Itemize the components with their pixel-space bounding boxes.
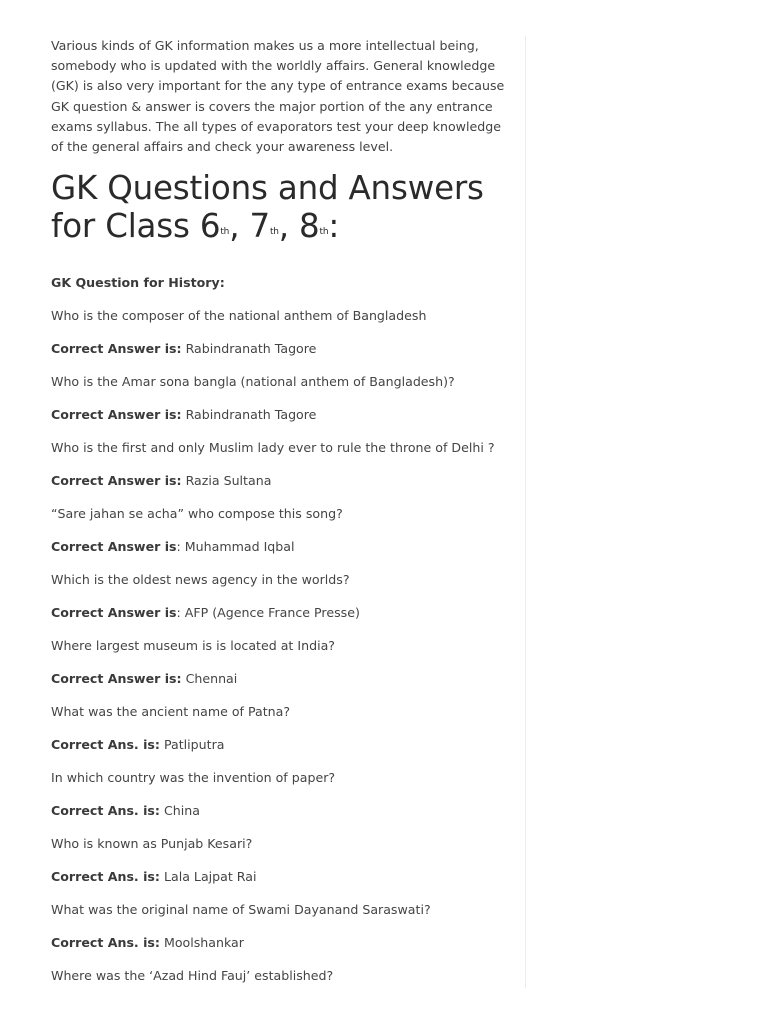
title-superscript: th (319, 227, 329, 238)
answer-label: Correct Ans. is: (51, 803, 160, 819)
answer-label: Correct Answer is: (51, 341, 182, 357)
intro-paragraph: Various kinds of GK information makes us a more intellectual being, somebody who is updated with the worldly affairs. General knowledge (GK) is also very important for the any type of entrance exams because GK question & answer is covers the major portion of the any entrance exams syllabus. The all types of evaporators test your deep knowledge of the general affairs and check your awareness level. (51, 38, 505, 155)
question-text: What was the ancient name of Patna? (51, 704, 291, 720)
answer-text: Razia Sultana (181, 473, 272, 489)
answer-line (51, 735, 513, 755)
question-text: Who is the first and only Muslim lady ever to rule the throne of Delhi ? (51, 440, 495, 456)
question-text: Which is the oldest news agency in the worlds? (51, 572, 350, 588)
answer-label: Correct Ans. is: (51, 935, 160, 951)
answer-text: Patliputra (159, 737, 225, 753)
question-text: “Sare jahan se acha” who compose this song? (51, 506, 343, 522)
answer-line (51, 405, 513, 425)
section-label: GK Question for History: (51, 275, 225, 291)
question-text: What was the original name of Swami Dayanand Saraswati? (51, 902, 431, 918)
answer-label: Correct Answer is: (51, 407, 182, 423)
answer-label: Correct Answer is: (51, 473, 182, 489)
answer-text: Chennai (181, 671, 238, 687)
title-superscript: th (269, 227, 279, 238)
answer-line (51, 603, 513, 623)
page-title (51, 169, 513, 254)
answer-label: Correct Answer is (51, 539, 177, 555)
title-text: , 7 (229, 207, 270, 246)
answer-label: Correct Ans. is: (51, 869, 160, 885)
answer-text: Muhammad Iqbal (180, 539, 295, 555)
question-text: Who is the Amar sona bangla (national anthem of Bangladesh)? (51, 374, 455, 390)
answer-line (51, 867, 513, 887)
answer-label: Correct Ans. is: (51, 737, 160, 753)
qa-list (51, 306, 513, 986)
answer-text: Rabindranath Tagore (181, 341, 317, 357)
title-superscript: th (220, 227, 230, 238)
title-text: , 8 (278, 207, 320, 246)
column-divider (525, 36, 526, 988)
answer-line (51, 339, 513, 359)
article-content (51, 36, 513, 986)
answer-text: AFP (Agence France Presse) (180, 605, 360, 621)
title-text: : (328, 207, 340, 246)
answer-line (51, 669, 513, 689)
question-text: Who is the composer of the national anthem of Bangladesh (51, 308, 427, 324)
question-text: In which country was the invention of paper? (51, 770, 336, 786)
answer-label: Correct Answer is (51, 605, 177, 621)
question-text: Where was the ‘Azad Hind Fauj’ established? (51, 968, 334, 984)
title-text: GK Questions and Answers for Class 6 (51, 169, 484, 246)
answer-text: Lala Lajpat Rai (159, 869, 257, 885)
answer-line (51, 471, 513, 491)
answer-text: Rabindranath Tagore (181, 407, 317, 423)
question-text: Where largest museum is is located at India? (51, 638, 335, 654)
answer-separator: : (176, 605, 181, 621)
answer-line (51, 801, 513, 821)
answer-text: Moolshankar (159, 935, 244, 951)
question-text: Who is known as Punjab Kesari? (51, 836, 253, 852)
answer-text: China (159, 803, 200, 819)
answer-label: Correct Answer is: (51, 671, 182, 687)
answer-line (51, 537, 513, 557)
answer-line (51, 933, 513, 953)
answer-separator: : (176, 539, 181, 555)
